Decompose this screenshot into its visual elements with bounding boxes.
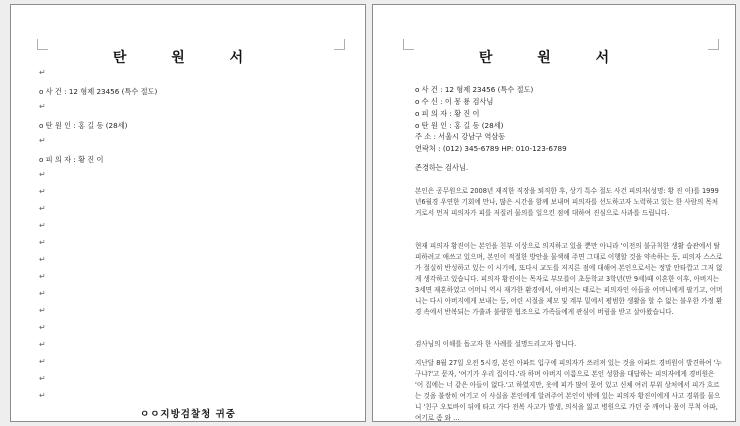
body-paragraph: 본인은 공무원으로 2008년 재직한 직장을 퇴직한 후, 상기 특수 절도 사건 피의자(성명: 황 진 이)를 1999년6월경 우연한 기회에 만나, 많은 시간을 함께 보내며 피의자를 선도하고자 노력하고 있는 한 사람의 목처거로서 먼저 피의자가 피를 저질러 물의를 일으킨 점에 대하여 진심으로 사과를 드립니다. [415, 187, 719, 217]
petitioner-line: o 탄 원 인 : 홍 길 동 (28세) [39, 121, 128, 130]
paragraph-mark: ↵ [39, 272, 46, 281]
paragraph-mark: ↵ [39, 340, 46, 349]
paragraph-mark: ↵ [39, 221, 46, 230]
paragraph-mark: ↵ [39, 238, 46, 247]
paragraph-mark: ↵ [39, 204, 46, 213]
header-contact: 연락처 : (012) 345-6789 HP: 010-123-6789 [415, 144, 567, 153]
paragraph-mark: ↵ [39, 357, 46, 366]
paragraph-mark: ↵ [39, 306, 46, 315]
body-paragraph: 검사님의 이해를 돕고자 한 사례를 설명드리고자 합니다. [415, 340, 577, 348]
suspect-line: o 피 의 자 : 황 진 이 [39, 155, 104, 164]
header-address: 주 소 : 서울시 강남구 역삼동 [415, 132, 506, 141]
header-recipient: o 수 신 : 이 몽 룡 검사님 [415, 97, 494, 106]
page-title: 탄 원 서 [478, 50, 630, 66]
paragraph-mark: ↵ [39, 170, 46, 179]
document-page-right [372, 4, 736, 422]
paragraph-mark: ↵ [39, 102, 46, 111]
paragraph-mark: ↵ [39, 68, 46, 77]
greeting: 존경하는 검사님. [415, 163, 469, 172]
page-title: 탄 원 서 [112, 50, 264, 66]
body-paragraph: 현재 피의자 황진이는 본인을 친부 이상으로 의지하고 있을 뿐만 아니라 '이전의 불규칙한 생활 습관에서 탈피하려고 애쓰고 있으며, 본인이 적절한 방안을 물색해 주면 그대로 이행할 것을 약속하는 등, 피의자 스스로가 절실히 반성하고 있는 이 시기에, 또다시 교도를 저지른 점에 대해여 본인으로서는 정말 안타깝고 그저 없게 생각하고 있습니다. 피의자 황진이는 목자로 부모를이 초등학교 3학년(만 9세)때 이혼한 이후, 아버지는 3세면 재혼하였고 어머니 역시 재가한 환경에서, 아버지는 태로는 피의자인 아들을 어머니에게 팔기고, 어머니는 다시 아버지에게 보내는 등, 어린 시절을 제모 및 계부 밑에서 평범한 생활을 할 수 없는 불우한 가정 환경 속에서 반복되는 가출과 불량한 협조으로 가족들에게 관심이 버림을 받고 살아왔습니다. [415, 242, 723, 316]
paragraph-mark: ↵ [39, 255, 46, 264]
paragraph-mark: ↵ [39, 136, 46, 145]
paragraph-mark: ↵ [39, 374, 46, 383]
footer-addressee: ㅇㅇ지방검찰청 귀중 [140, 409, 236, 420]
paragraph-mark: ↵ [39, 289, 46, 298]
paragraph-mark: ↵ [39, 187, 46, 196]
header-petitioner: o 탄 원 인 : 홍 길 동 (28세) [415, 121, 504, 130]
body-paragraph: 지난달 8월 27일 오전 5시경, 본인 아파트 입구에 피의자가 쓰러져 있는 것을 아파트 경비원이 발견하여 '누구냐?'고 묻자, '여기가 우리 집이다.'라 하며 아버지 이름으로 본인 성함을 대답하는 피의자에게 경비원은 '이 집에는 너 같은 아들이 없다.'고 하였지만, 옷에 피가 많이 묻어 있고 신체 여러 부위 상처에서 피가 흐르는 것을 불쌍히 여기고 이 사실을 본인에게 알려주어 본인이 밖에 있는 피의자 황진이에게 사고 경위를 물으니 '친구 오토바이 뒤에 타고 가다 전복 사고가 발생, 의식을 잃고 병원으로 가던 중 깨어나 몸이 무척 아파, 여기로 좀 와 ... [415, 359, 722, 422]
paragraph-mark: ↵ [39, 391, 46, 400]
paragraph-mark: ↵ [39, 323, 46, 332]
document-page-left [10, 4, 366, 422]
header-case: o 사 건 : 12 형제 23456 (특수 절도) [415, 85, 534, 94]
header-suspect: o 피 의 자 : 황 진 이 [415, 109, 480, 118]
case-line: o 사 건 : 12 형제 23456 (특수 절도) [39, 87, 158, 96]
